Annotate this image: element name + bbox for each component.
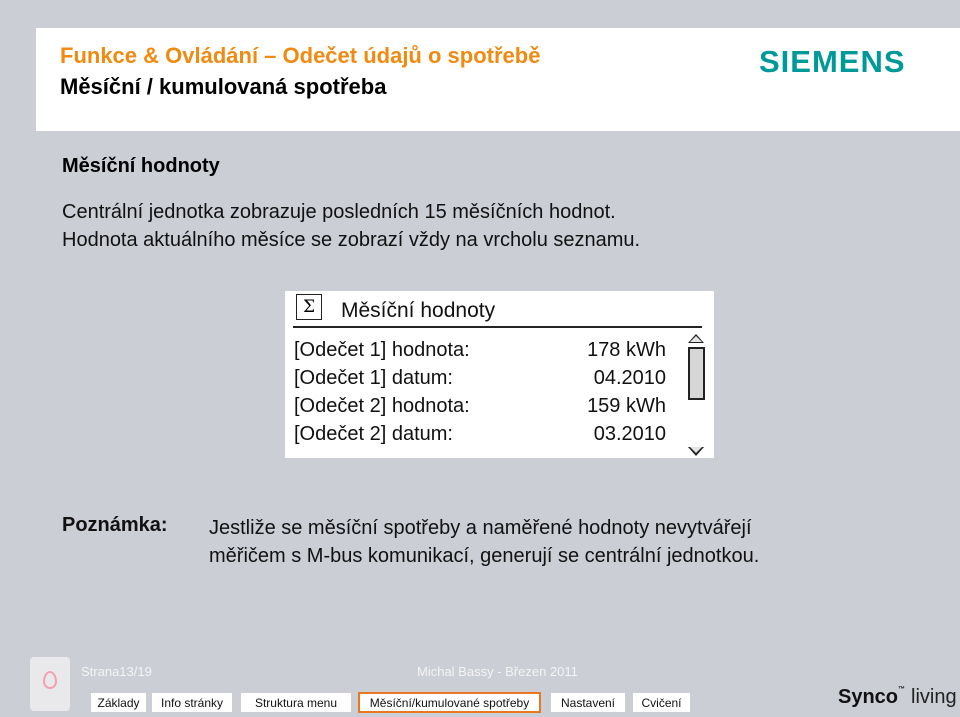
nav-tab-mesicni-spotreby[interactable]: Měsíční/kumulované spotřeby bbox=[358, 692, 541, 713]
siemens-logo: SIEMENS bbox=[759, 44, 906, 79]
brand-suffix: living bbox=[911, 686, 957, 708]
nav-tab-nastaveni[interactable]: Nastavení bbox=[551, 693, 625, 712]
nav-tab-cviceni[interactable]: Cvičení bbox=[633, 693, 690, 712]
row-value: 04.2010 bbox=[593, 367, 666, 389]
row-label: [Odečet 2] hodnota: bbox=[294, 395, 470, 417]
page-subtitle: Měsíční / kumulovaná spotřeba bbox=[60, 74, 387, 99]
page-title: Funkce & Ovládání – Odečet údajů o spotřebě bbox=[60, 43, 541, 68]
description-line-1: Centrální jednotka zobrazuje posledních 15 měsíčních hodnot. bbox=[62, 201, 616, 223]
footer-author: Michal Bassy - Březen 2011 bbox=[417, 664, 578, 679]
main-content bbox=[62, 155, 640, 254]
scroll-up-icon[interactable] bbox=[688, 334, 704, 343]
nav-tab-struktura-menu[interactable]: Struktura menu bbox=[241, 693, 351, 712]
drop-logo-icon bbox=[30, 657, 70, 711]
brand-name: Synco bbox=[838, 686, 899, 708]
sigma-icon: Σ bbox=[296, 294, 322, 320]
row-label: [Odečet 1] datum: bbox=[294, 367, 453, 389]
row-value: 178 kWh bbox=[587, 339, 666, 361]
row-value: 03.2010 bbox=[593, 423, 666, 445]
header-bar bbox=[36, 28, 960, 131]
scrollbar-thumb[interactable] bbox=[688, 347, 705, 400]
note-label: Poznámka: bbox=[62, 514, 168, 536]
description-line-2: Hodnota aktuálního měsíce se zobrazí vždy na vrcholu seznamu. bbox=[62, 229, 641, 251]
nav-tab-zaklady[interactable]: Základy bbox=[91, 693, 146, 712]
page-number: Strana13/19 bbox=[81, 664, 152, 679]
row-label: [Odečet 2] datum: bbox=[294, 423, 453, 445]
note-text bbox=[209, 514, 759, 570]
note-line-2: měřičem s M-bus komunikací, generují se centrální jednotkou. bbox=[209, 545, 760, 567]
nav-tab-info-stranky[interactable]: Info stránky bbox=[152, 693, 232, 712]
synco-living-logo bbox=[838, 686, 957, 709]
device-display-panel bbox=[285, 291, 714, 458]
panel-divider bbox=[293, 326, 702, 328]
note-line-1: Jestliže se měsíční spotřeby a naměřené hodnoty nevytvářejí bbox=[209, 517, 752, 539]
brand-tm: ™ bbox=[898, 686, 906, 693]
panel-title: Měsíční hodnoty bbox=[341, 299, 496, 322]
scroll-down-icon[interactable] bbox=[688, 447, 704, 456]
section-title: Měsíční hodnoty bbox=[62, 155, 220, 177]
row-value: 159 kWh bbox=[587, 395, 666, 417]
row-label: [Odečet 1] hodnota: bbox=[294, 339, 470, 361]
